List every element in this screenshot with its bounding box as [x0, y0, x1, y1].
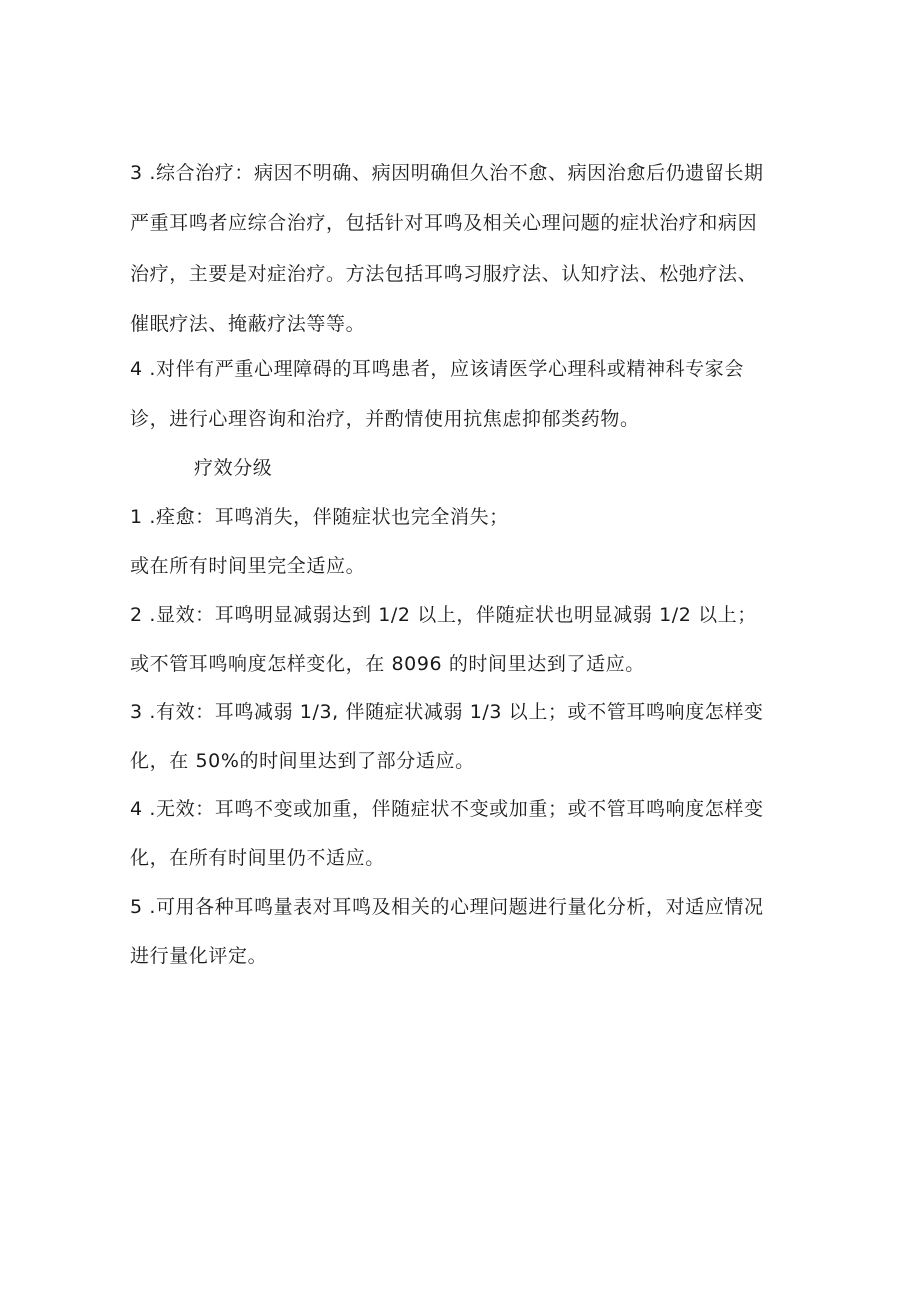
- text-line-grade-1-cont: 或在所有时间里完全适应。: [130, 555, 366, 577]
- text-line-treatment-3-cont: 严重耳鸣者应综合治疗，包括针对耳鸣及相关心理问题的症状治疗和病因: [130, 212, 758, 234]
- text-line-grade-1: 1 .痊愈：耳鸣消失，伴随症状也完全消失；: [130, 506, 509, 528]
- text-line-treatment-4-cont: 诊，进行心理咨询和治疗，并酌情使用抗焦虑抑郁类药物。: [130, 408, 640, 430]
- text-line-grade-5-cont: 进行量化评定。: [130, 945, 268, 967]
- text-line-grade-4: 4 .无效：耳鸣不变或加重，伴随症状不变或加重；或不管耳鸣响度怎样变: [130, 798, 764, 820]
- text-line-grade-5: 5 .可用各种耳鸣量表对耳鸣及相关的心理问题进行量化分析，对适应情况: [130, 896, 764, 918]
- text-line-grade-2: 2 .显效：耳鸣明显减弱达到 1/2 以上，伴随症状也明显减弱 1/2 以上；: [130, 604, 757, 626]
- text-line-grade-2-cont: 或不管耳鸣响度怎样变化，在 8096 的时间里达到了适应。: [130, 653, 645, 675]
- text-line-treatment-3-cont: 治疗，主要是对症治疗。方法包括耳鸣习服疗法、认知疗法、松弛疗法、: [130, 263, 758, 285]
- text-line-grade-3-cont: 化，在 50%的时间里达到了部分适应。: [130, 750, 475, 772]
- text-line-treatment-4: 4 .对伴有严重心理障碍的耳鸣患者，应该请医学心理科或精神科专家会: [130, 358, 744, 380]
- text-line-treatment-3: 3 .综合治疗：病因不明确、病因明确但久治不愈、病因治愈后仍遗留长期: [130, 162, 764, 184]
- section-heading-efficacy-grades: 疗效分级: [194, 457, 273, 479]
- text-line-grade-4-cont: 化，在所有时间里仍不适应。: [130, 847, 385, 869]
- text-line-treatment-3-cont: 催眠疗法、掩蔽疗法等等。: [130, 313, 366, 335]
- text-line-grade-3: 3 .有效：耳鸣减弱 1/3, 伴随症状减弱 1/3 以上；或不管耳鸣响度怎样变: [130, 701, 764, 723]
